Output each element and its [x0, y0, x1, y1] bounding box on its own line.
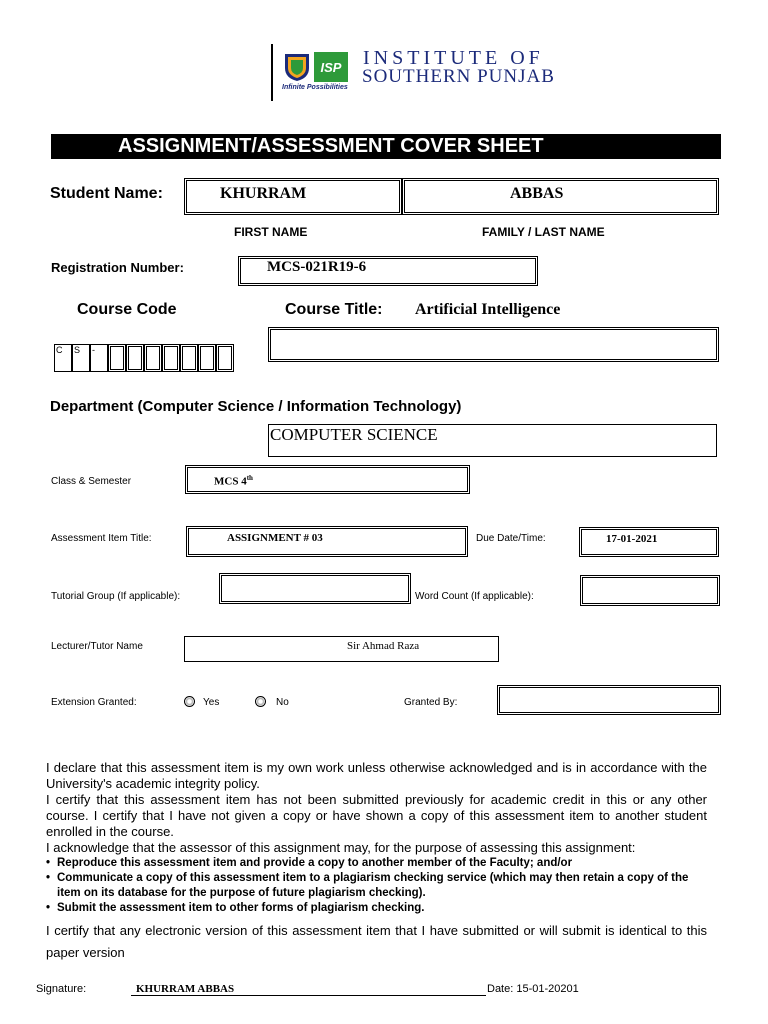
- assessment-item-title-field[interactable]: [188, 528, 466, 555]
- due-date-value: 17-01-2021: [606, 533, 658, 545]
- declaration-paragraph-1: I declare that this assessment item is my own work unless otherwise acknowledged and is in accordance with the University's academic integrity policy.: [46, 760, 707, 791]
- signature-date: Date: 15-01-20201: [487, 983, 579, 995]
- class-semester-value: MCS 4th: [214, 474, 253, 488]
- granted-by-label: Granted By:: [404, 697, 458, 708]
- last-name-caption: FAMILY / LAST NAME: [482, 225, 605, 239]
- list-item: • Reproduce this assessment item and provide a copy to another member of the Faculty; and/or: [46, 856, 707, 871]
- course-code-cell[interactable]: [144, 344, 162, 372]
- word-count-field[interactable]: [582, 577, 718, 604]
- isp-logo-mark: ISP: [314, 52, 348, 82]
- assessment-item-title-value: ASSIGNMENT # 03: [227, 532, 323, 544]
- class-semester-label: Class & Semester: [51, 476, 132, 487]
- course-title-field[interactable]: [270, 329, 717, 360]
- logo-divider: [271, 44, 273, 101]
- list-item: • Submit the assessment item to other forms of plagiarism checking.: [46, 901, 707, 916]
- course-code-cell[interactable]: [198, 344, 216, 372]
- tutorial-group-label: Tutorial Group (If applicable):: [51, 591, 181, 602]
- extension-granted-label: Extension Granted:: [51, 697, 137, 708]
- registration-number-label: Registration Number:: [51, 260, 184, 275]
- course-code-cell[interactable]: [126, 344, 144, 372]
- page-title: ASSIGNMENT/ASSESSMENT COVER SHEET: [118, 135, 544, 157]
- tutorial-group-field[interactable]: [221, 575, 409, 602]
- due-date-label: Due Date/Time:: [476, 533, 546, 544]
- list-item: • Communicate a copy of this assessment item to a plagiarism checking service (which may then retain a copy of the item on its database for the purpose of future plagiarism checking).: [46, 871, 707, 901]
- signature-line: [131, 995, 486, 996]
- course-title-value: Artificial Intelligence: [415, 301, 561, 318]
- first-name-field[interactable]: [186, 180, 400, 213]
- signature-label: Signature:: [36, 983, 87, 995]
- assessment-item-title-label: Assessment Item Title:: [51, 533, 152, 544]
- class-semester-field[interactable]: [187, 467, 468, 492]
- first-name-value: KHURRAM: [220, 185, 307, 202]
- granted-by-field[interactable]: [499, 687, 719, 713]
- registration-number-field[interactable]: [240, 258, 536, 284]
- course-code-label: Course Code: [77, 301, 177, 318]
- declaration-paragraph-4: I certify that any electronic version of this assessment item that I have submitted or will submit is identical to this paper version: [46, 923, 707, 960]
- first-name-caption: FIRST NAME: [234, 225, 308, 239]
- cover-sheet-title-banner: [51, 134, 721, 159]
- course-code-cell[interactable]: S: [72, 344, 90, 372]
- declaration-paragraph-3: I acknowledge that the assessor of this assignment may, for the purpose of assessing this assignment:: [46, 840, 636, 855]
- lecturer-name-field[interactable]: [184, 636, 499, 662]
- lecturer-name-label: Lecturer/Tutor Name: [51, 641, 143, 652]
- extension-no-radio[interactable]: [255, 696, 266, 707]
- course-title-label: Course Title:: [285, 301, 383, 318]
- course-code-cell[interactable]: [108, 344, 126, 372]
- lecturer-name-value: Sir Ahmad Raza: [347, 640, 420, 652]
- shield-logo-icon: [283, 52, 311, 82]
- declaration-bullets: [46, 856, 707, 916]
- signature-value: KHURRAM ABBAS: [136, 983, 235, 995]
- declaration-paragraph-2: I certify that this assessment item has not been submitted previously for academic credit in this or any other course. I certify that I have not given a copy or have shown a copy of this assessment item to another student enrolled in the course.: [46, 792, 707, 839]
- course-code-cell[interactable]: C: [54, 344, 72, 372]
- registration-number-value: MCS-021R19-6: [267, 259, 367, 275]
- department-field[interactable]: [268, 424, 717, 457]
- department-value: COMPUTER SCIENCE: [270, 425, 438, 444]
- course-code-cell[interactable]: -: [90, 344, 108, 372]
- word-count-label: Word Count (If applicable):: [415, 591, 534, 602]
- student-name-label: Student Name:: [50, 185, 163, 202]
- course-code-cell[interactable]: [162, 344, 180, 372]
- extension-no-label: No: [276, 697, 289, 708]
- logo-tagline: Infinite Possibilities: [282, 84, 348, 91]
- declaration-section: [46, 760, 707, 964]
- due-date-field[interactable]: [581, 529, 717, 555]
- last-name-value: ABBAS: [510, 185, 564, 202]
- last-name-field[interactable]: [404, 180, 717, 213]
- department-label: Department (Computer Science / Information Technology): [50, 398, 462, 415]
- extension-yes-radio[interactable]: [184, 696, 195, 707]
- institute-name-line1: INSTITUTE OF: [363, 47, 544, 69]
- course-code-cell[interactable]: [216, 344, 234, 372]
- course-code-cell[interactable]: [180, 344, 198, 372]
- institute-name-line2: SOUTHERN PUNJAB: [362, 66, 555, 87]
- extension-yes-label: Yes: [203, 697, 220, 708]
